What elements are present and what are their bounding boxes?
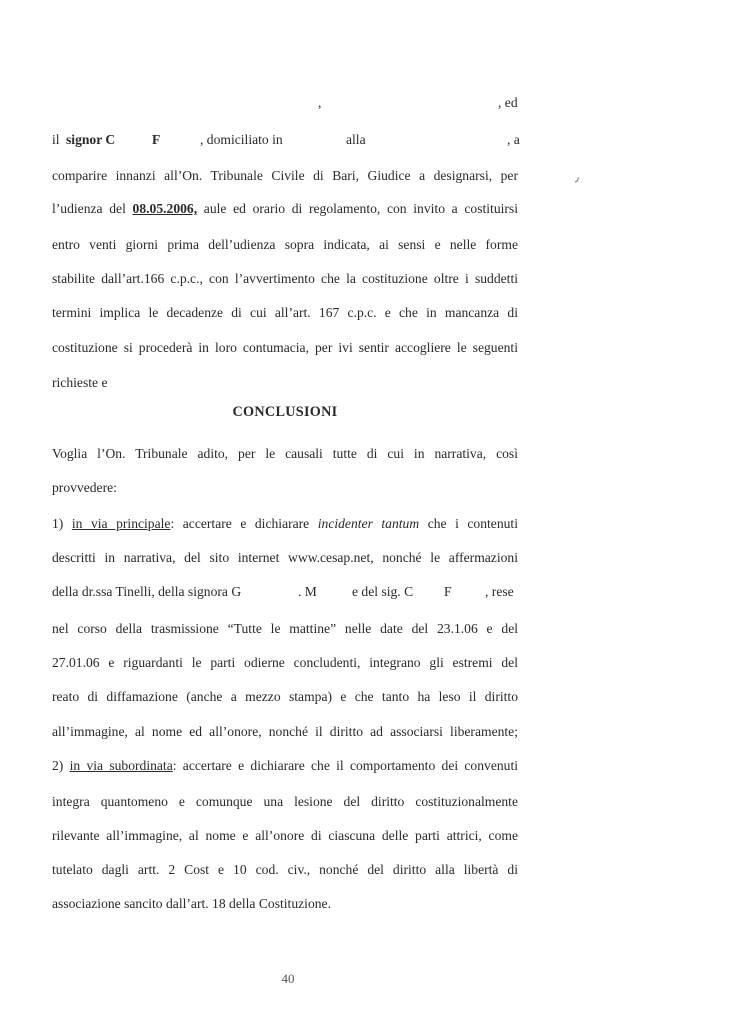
body-line-5: entro venti giorni prima dell’udienza sopra indicata, ai sensi e nelle forme	[52, 237, 518, 252]
body-line-4	[52, 201, 518, 217]
body-line-18: all’immagine, al nome ed all’onore, nonché il diritto ad associarsi liberamente;	[52, 724, 518, 739]
line4-pre: l’udienza del	[52, 201, 126, 216]
line2-initial: F	[152, 132, 161, 147]
item-1-post: che i contenuti	[427, 516, 518, 531]
body-line-12	[52, 516, 518, 532]
line1-end: , ed	[498, 95, 518, 110]
line2-alla: alla	[346, 132, 366, 147]
body-line-20: integra quantomeno e comunque una lesione del diritto costituzionalmente	[52, 794, 518, 809]
line14-f: F	[444, 584, 452, 599]
body-line-7: termini implica le decadenze di cui all’art. 167 c.p.c. e che in mancanza di	[52, 305, 518, 320]
line2-pre: il	[52, 132, 60, 147]
item-2-label: in via subordinata	[69, 758, 173, 773]
body-line-15: nel corso della trasmissione “Tutte le mattine” nelle date del 23.1.06 e del	[52, 621, 518, 636]
line14-pre: della dr.ssa Tinelli, della signora G	[52, 584, 242, 599]
body-line-23: associazione sancito dall’art. 18 della Costituzione.	[52, 896, 331, 911]
line2-end: , a	[507, 132, 520, 147]
body-line-9: richieste e	[52, 375, 108, 390]
body-line-6: stabilite dall’art.166 c.p.c., con l’avvertimento che la costituzione oltre i suddetti	[52, 271, 518, 286]
body-line-16: 27.01.06 e riguardanti le parti odierne concludenti, integrano gli estremi del	[52, 655, 518, 670]
item-1-colon-text: : accertare e dichiarare	[170, 516, 310, 531]
stray-scan-mark: ٫	[575, 170, 579, 184]
line14-m: . M	[298, 584, 317, 599]
line14-end: , rese	[485, 584, 514, 599]
body-line-19	[52, 758, 518, 774]
body-line-10: Voglia l’On. Tribunale adito, per le causali tutte di cui in narrativa, così	[52, 446, 518, 461]
line2-signor: signor C	[66, 132, 116, 147]
line2-domiciliato: , domiciliato in	[200, 132, 283, 147]
body-line-3: comparire innanzi all’On. Tribunale Civile di Bari, Giudice a designarsi, per	[52, 168, 518, 183]
item-1-label: in via principale	[71, 516, 171, 531]
hearing-date: 08.05.2006,	[132, 201, 198, 216]
body-line-17: reato di diffamazione (anche a mezzo stampa) e che tanto ha leso il diritto	[52, 689, 518, 704]
body-line-21: rilevante all’immagine, al nome e all’onore di ciascuna delle parti attrici, come	[52, 828, 518, 843]
line14-e: e del sig. C	[352, 584, 414, 599]
line4-post: aule ed orario di regolamento, con invito a costituirsi	[203, 201, 518, 216]
item-2-number: 2)	[52, 758, 64, 773]
body-line-13: descritti in narrativa, del sito internet www.cesap.net, nonché le affermazioni	[52, 550, 518, 565]
body-line-22: tutelato dagli artt. 2 Cost e 10 cod. civ., nonché del diritto alla libertà di	[52, 862, 518, 877]
body-line-11: provvedere:	[52, 480, 117, 495]
item-1-number: 1)	[52, 516, 64, 531]
item-2-post: : accertare e dichiarare che il comportamento dei convenuti	[172, 758, 519, 773]
page-number: 40	[281, 971, 295, 986]
line1-comma: ,	[318, 95, 322, 110]
section-heading: CONCLUSIONI	[232, 404, 338, 420]
body-line-8: costituzione si procederà in loro contumacia, per ivi sentir accogliere le seguenti	[52, 340, 518, 355]
item-1-italic: incidenter tantum	[317, 516, 420, 531]
